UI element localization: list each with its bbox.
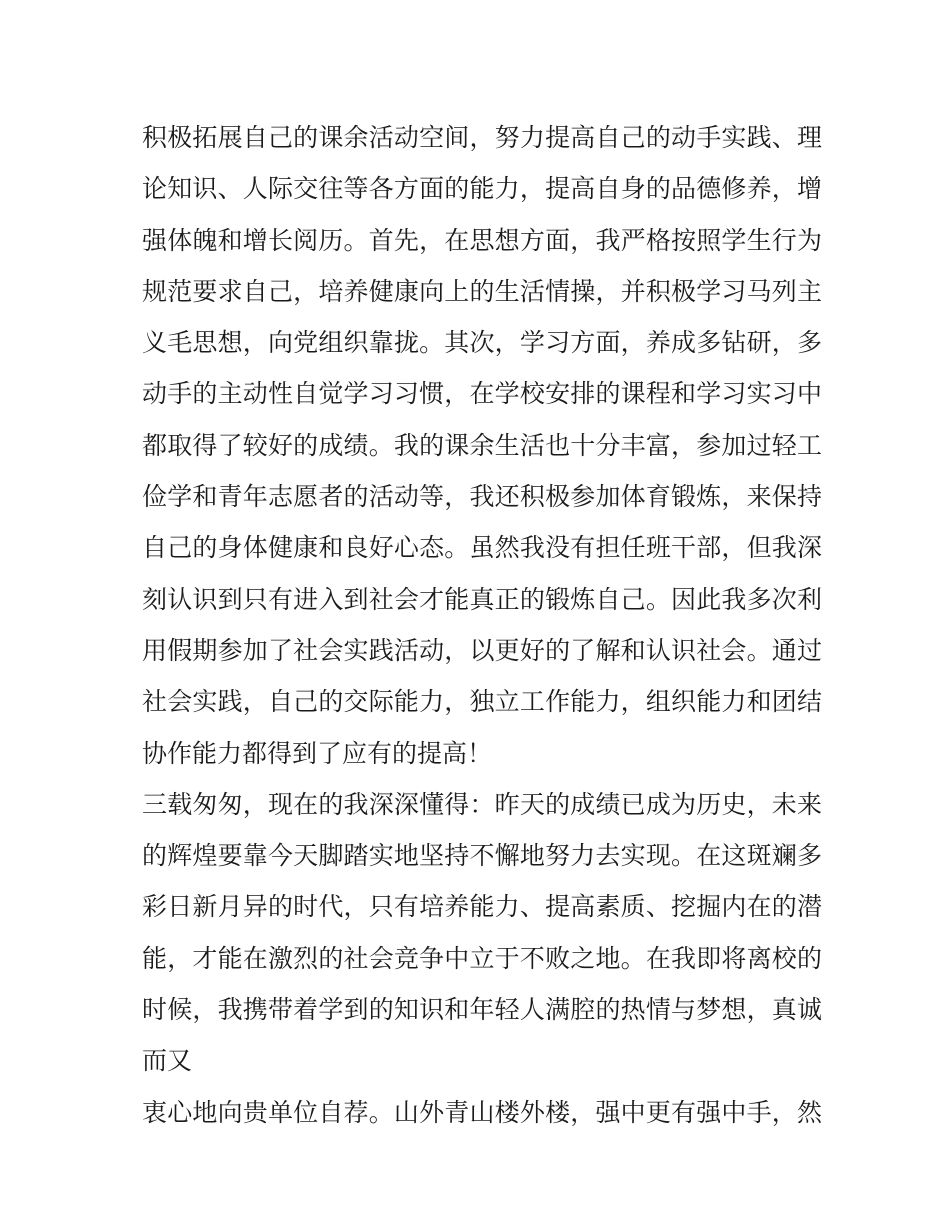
text-line: 而又: [142, 1046, 193, 1076]
text-line: 衷心地向贵单位自荐。山外青山楼外楼，强中更有强中手，然: [142, 1097, 822, 1127]
body-text: [142, 112, 822, 1138]
text-line: 义毛思想，向党组织靠拢。其次，学习方面，养成多钻研，多: [142, 328, 822, 358]
text-line: 社会实践，自己的交际能力，独立工作能力，组织能力和团结: [142, 687, 822, 717]
text-line: 彩日新月异的时代，只有培养能力、提高素质、挖掘内在的潜: [142, 892, 822, 922]
text-line: 动手的主动性自觉学习习惯，在学校安排的课程和学习实习中: [142, 379, 822, 409]
text-line: 强体魄和增长阅历。首先，在思想方面，我严格按照学生行为: [142, 225, 822, 255]
text-line: 用假期参加了社会实践活动，以更好的了解和认识社会。通过: [142, 635, 822, 665]
text-line: 的辉煌要靠今天脚踏实地坚持不懈地努力去实现。在这斑斓多: [142, 841, 822, 871]
text-line: 刻认识到只有进入到社会才能真正的锻炼自己。因此我多次利: [142, 584, 822, 614]
text-line: 都取得了较好的成绩。我的课余生活也十分丰富，参加过轻工: [142, 430, 822, 460]
text-line: 自己的身体健康和良好心态。虽然我没有担任班干部，但我深: [142, 533, 822, 563]
text-line: 论知识、人际交往等各方面的能力，提高自身的品德修养，增: [142, 174, 822, 204]
text-line: 俭学和青年志愿者的活动等，我还积极参加体育锻炼，来保持: [142, 482, 822, 512]
text-line: 时候，我携带着学到的知识和年轻人满腔的热情与梦想，真诚: [142, 995, 822, 1025]
text-line: 三载匆匆，现在的我深深懂得：昨天的成绩已成为历史，未来: [142, 789, 822, 819]
text-line: 协作能力都得到了应有的提高！: [142, 738, 493, 768]
text-line: 规范要求自己，培养健康向上的生活情操，并积极学习马列主: [142, 276, 822, 306]
text-line: 能，才能在激烈的社会竞争中立于不败之地。在我即将离校的: [142, 943, 822, 973]
text-line: 积极拓展自己的课余活动空间，努力提高自己的动手实践、理: [142, 123, 822, 152]
